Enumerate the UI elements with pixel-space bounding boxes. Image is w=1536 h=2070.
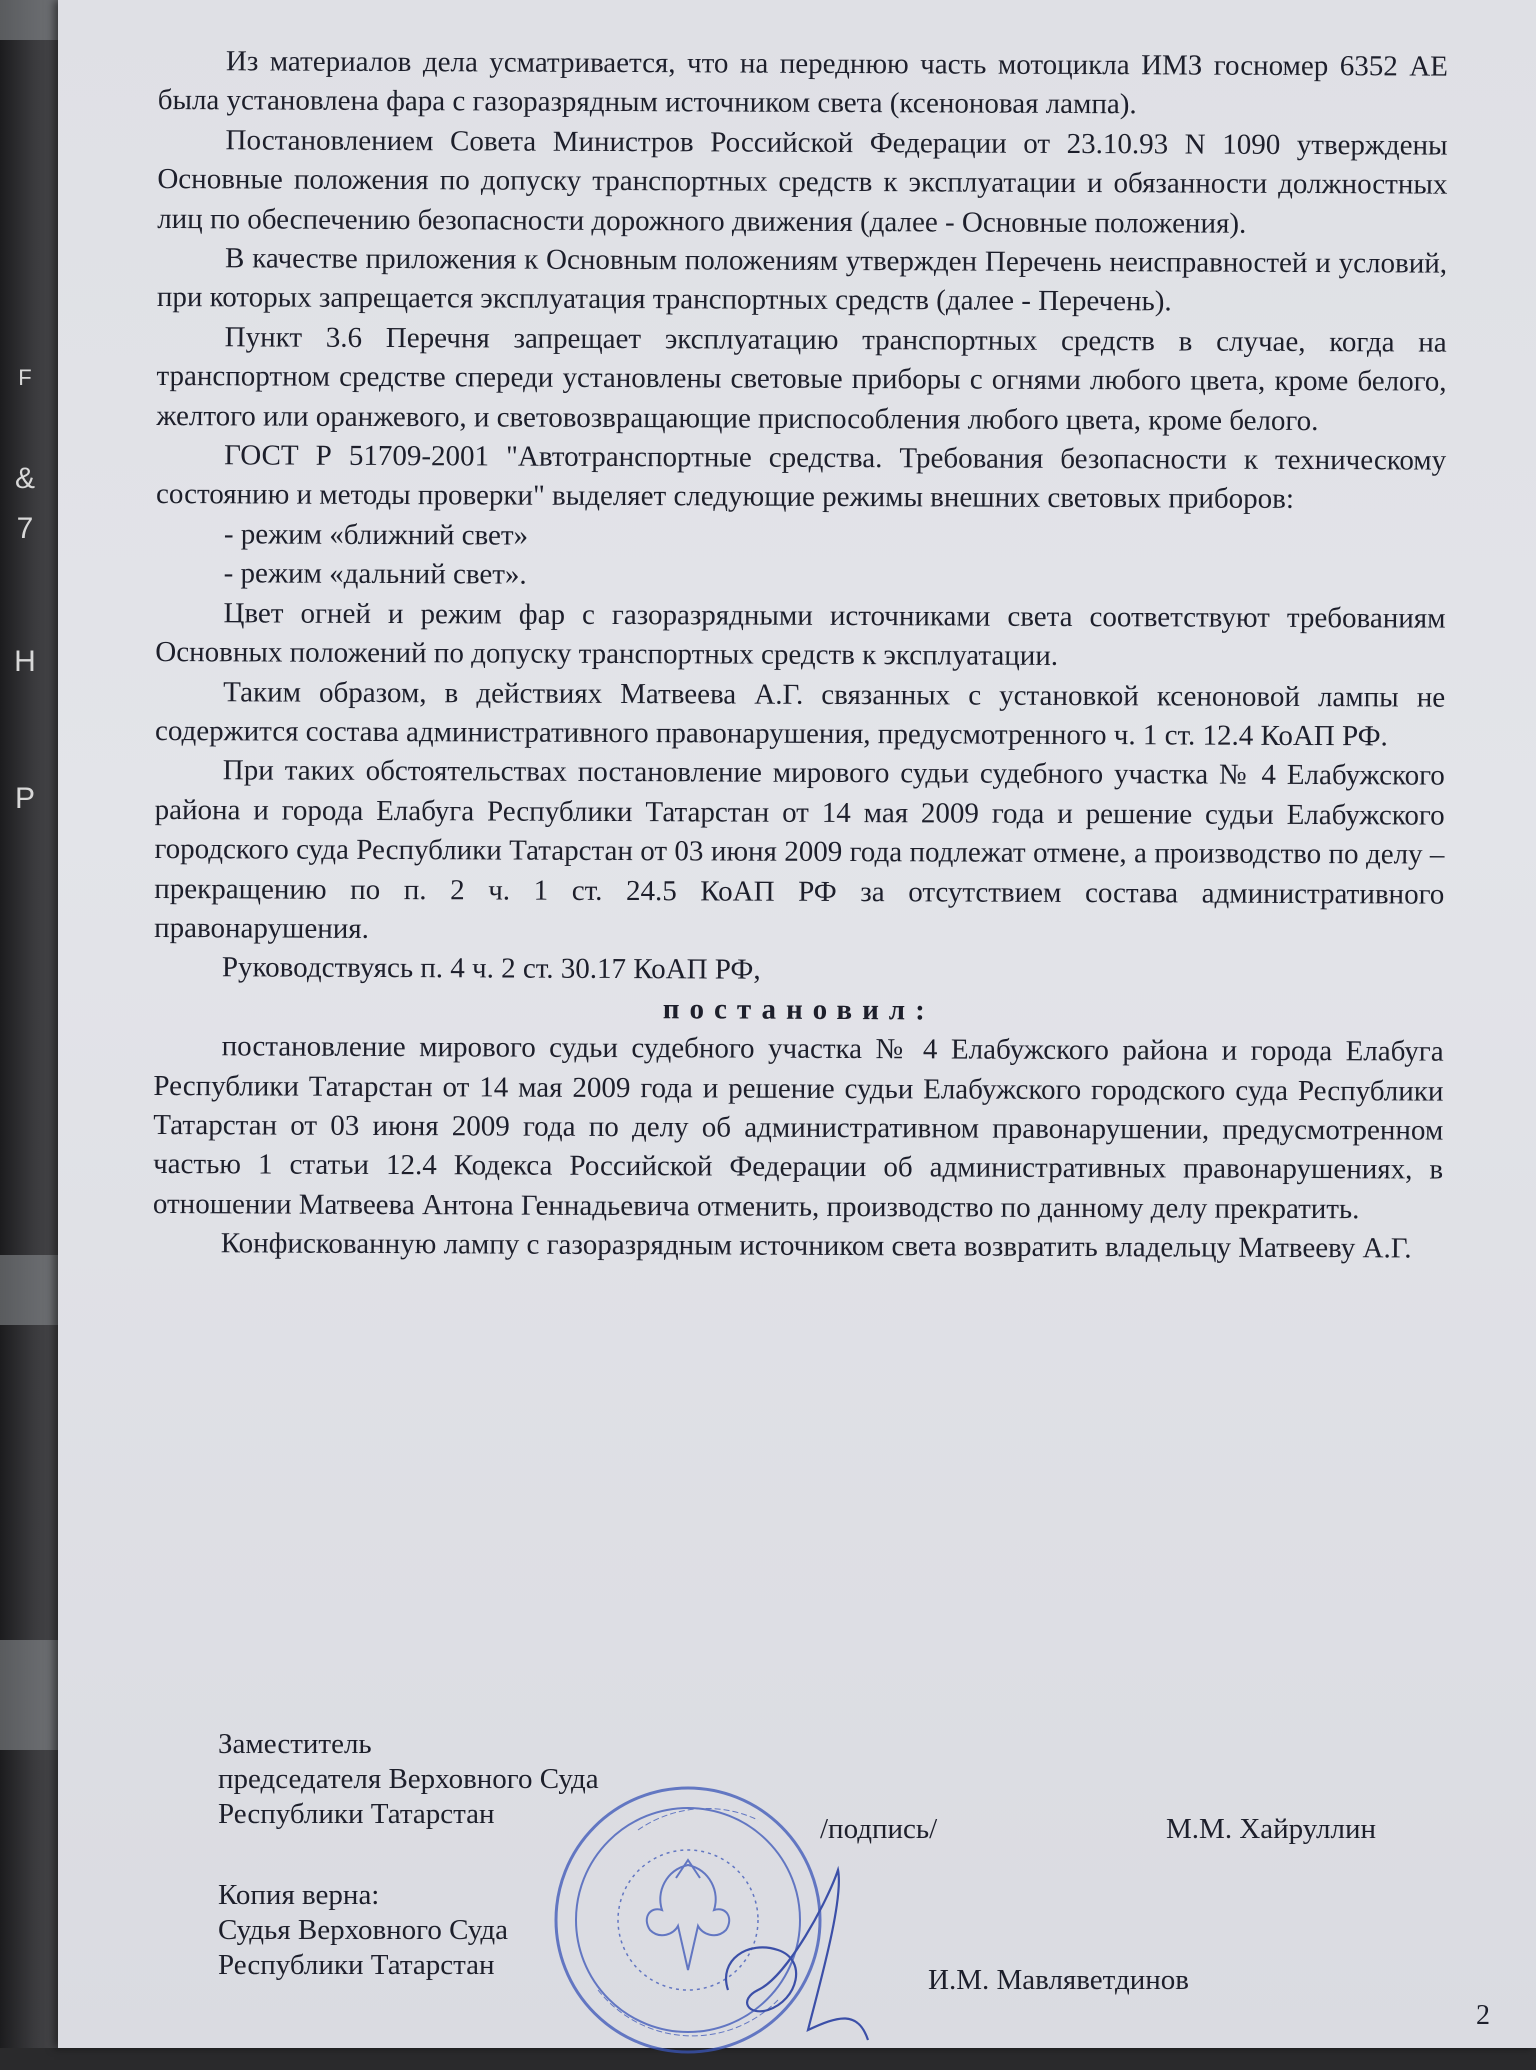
- copy-line: Республики Татарстан: [218, 1949, 495, 1981]
- key-label: P: [14, 782, 35, 815]
- paragraph: Таким образом, в действиях Матвеева А.Г. связанных с установкой ксеноновой лампы не содержится состава административного правонарушения, предусмотренного ч. 1 ст. 12.4 КоАП РФ.: [154, 675, 1446, 753]
- paragraph: Цвет огней и режим фар с газоразрядными источниками света соответствуют требованиям Основных положений по допуску транспортных средств к эксплуатации.: [155, 596, 1446, 673]
- key-label: F: [18, 365, 32, 390]
- paragraph: Постановлением Совета Министров Российской Федерации от 23.10.93 N 1090 утверждены Основные положения по допуску транспортных средств к эксплуатации и обязанности должностных лиц по обеспечению безопасности дорожного движения (далее - Основные положения).: [157, 124, 1448, 240]
- list-item: - режим «ближний свет»: [223, 518, 529, 552]
- signature-title-line: Заместитель: [218, 1728, 372, 1760]
- list-item: - режим «дальний свет».: [223, 557, 527, 591]
- copy-signer-name: И.М. Мавляветдинов: [928, 1964, 1189, 1996]
- paragraph: Из материалов дела усматривается, что на переднюю часть мотоцикла ИМЗ госномер 6352 АЕ была установлена фара с газоразрядным источником света (ксеноновая лампа).: [157, 45, 1448, 121]
- key-label: &: [14, 462, 35, 495]
- copy-line: Судья Верховного Суда: [218, 1914, 509, 1946]
- signer-name: М.М. Хайруллин: [1166, 1813, 1376, 1845]
- paragraph: Конфискованную лампу с газоразрядным источником света возвратить владельцу Матвееву А.Г.: [220, 1227, 1412, 1265]
- paragraph: постановление мирового судьи судебного участка № 4 Елабужского района и города Елабуга Республики Татарстан от 14 мая 2009 года и решение судьи Елабужского городского суда Республики Татарстан от 03 июня 2009 года по делу об административном правонарушении, предусмотренном частью 1 статьи 12.4 Кодекса Российской Федерации об административных правонарушениях, в отношении Матвеева Антона Геннадьевича отменить, производство по данному делу прекратить.: [152, 1030, 1444, 1226]
- handwritten-signature: [688, 1840, 888, 2060]
- keyboard-band: [0, 1640, 62, 1750]
- paragraph: Руководствуясь п. 4 ч. 2 ст. 30.17 КоАП РФ,: [221, 951, 761, 986]
- paragraph: В качестве приложения к Основным положениям утвержден Перечень неисправностей и условий, при которых запрещается эксплуатация транспортных средств (далее - Перечень).: [156, 242, 1448, 318]
- laptop-keyboard-edge: [0, 0, 62, 2048]
- document-body: [153, 42, 1448, 1269]
- decree-heading: постановил:: [662, 992, 935, 1027]
- key-label: H: [14, 645, 36, 678]
- paragraph: ГОСТ Р 51709-2001 "Автотранспортные средства. Требования безопасности к техническому состоянию и методы проверки" выделяет следующие режимы внешних световых приборов:: [155, 439, 1447, 516]
- signature-title-line: председателя Верховного Суда: [218, 1763, 599, 1795]
- paragraph: При таких обстоятельствах постановление мирового судьи судебного участка № 4 Елабужского района и города Елабуга Республики Татарстан от 14 мая 2009 года и решение судьи Елабужского городского суда Республики Татарстан от 03 июня 2009 года подлежат отмене, а производство по делу – прекращению по п. 2 ч. 1 ст. 24.5 КоАП РФ за отсутствием состава административного правонарушения.: [154, 754, 1445, 945]
- signature-mark: /подпись/: [820, 1813, 938, 1845]
- signature-title-line: Республики Татарстан: [218, 1798, 495, 1830]
- page-number: 2: [1476, 2000, 1490, 2031]
- copy-line: Копия верна:: [218, 1879, 380, 1911]
- keyboard-band: [0, 0, 62, 40]
- key-label: 7: [16, 512, 34, 545]
- keyboard-band: [0, 1255, 62, 1325]
- paragraph: Пункт 3.6 Перечня запрещает эксплуатацию транспортных средств в случае, когда на транспортном средстве спереди установлены световые приборы с огнями любого цвета, кроме белого, желтого или оранжевого, и световозвращающие приспособления любого цвета, кроме белого.: [156, 321, 1447, 437]
- document-page: [58, 0, 1536, 2048]
